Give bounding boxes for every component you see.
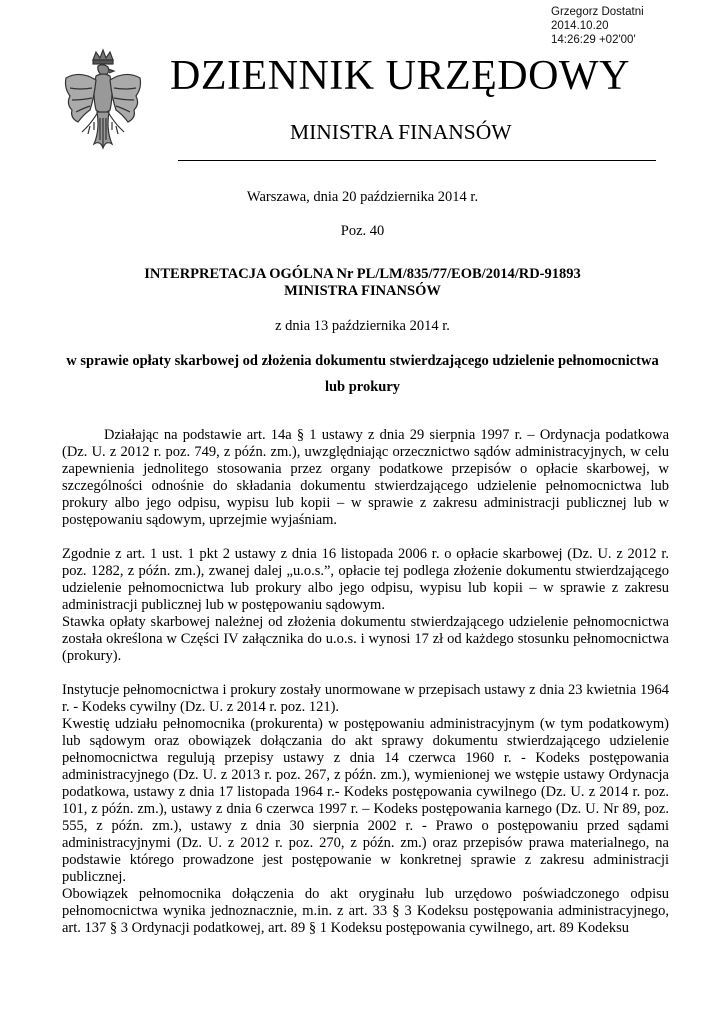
body-text xyxy=(62,427,669,937)
act-title: INTERPRETACJA OGÓLNA Nr PL/LM/835/77/EOB/2014/RD-91893 xyxy=(144,266,581,282)
place-date: Warszawa, dnia 20 października 2014 r. xyxy=(246,189,479,205)
paragraph-3: Stawka opłaty skarbowej należnej od złożenia dokumentu stwierdzającego udzielenie pełnomocnictwa została określona w Części IV załącznika do u.o.s. i wynosi 17 zł od każdego stosunku pełnomocnictwa (prokury). xyxy=(62,614,669,664)
paragraph-5: Kwestię udziału pełnomocnika (prokurenta) w postępowaniu administracyjnym (w tym podatkowym) lub sądowym oraz obowiązek dołączania do akt sprawy dokumentu stwierdzającego udzielenie pełnomocnictwa regulują przepisy ustawy z dnia 14 czerwca 1960 r. - Kodeks postępowania administracyjnego (Dz. U. z 2013 r. poz. 267, z późn. zm.), wymienionej we wstępie ustawy Ordynacja podatkowa, ustawy z dnia 17 listopada 1964 r.- Kodeks postępowania cywilnego (Dz. U. z 2014 r. poz. 101, z późn. zm.), ustawy z dnia 6 czerwca 1997 r. – Kodeks postępowania karnego (Dz. U. Nr 89, poz. 555, z późn. zm.), ustawy z dnia 30 sierpnia 2002 r. - Prawo o postępowaniu przed sądami administracyjnymi (Dz. U. z 2012 r. poz. 270, z późn. zm.) oraz przepisów prawa materialnego, na podstawie którego prowadzone jest postępowanie w konkretnej sprawie z zakresu administracji publicznej. xyxy=(62,716,669,885)
polish-eagle-emblem xyxy=(60,48,146,162)
journal-title: DZIENNIK URZĘDOWY xyxy=(170,53,630,99)
signature-name: Grzegorz Dostatni xyxy=(551,6,644,18)
signature-date: 2014.10.20 xyxy=(551,20,609,32)
signature-time: 14:26:29 +02'00' xyxy=(551,34,636,46)
act-subject-line-1: w sprawie opłaty skarbowej od złożenia dokumentu stwierdzającego udzielenie pełnomocnictwa xyxy=(66,353,659,369)
journal-subtitle: MINISTRA FINANSÓW xyxy=(290,120,512,144)
digital-signature xyxy=(551,5,644,47)
masthead-divider xyxy=(178,160,656,161)
paragraph-4: Instytucje pełnomocnictwa i prokury zostały unormowane w przepisach ustawy z dnia 23 kwietnia 1964 r. - Kodeks cywilny (Dz. U. z 2014 r. poz. 121). xyxy=(62,682,669,715)
paragraph-2: Zgodnie z art. 1 ust. 1 pkt 2 ustawy z dnia 16 listopada 2006 r. o opłacie skarbowej (Dz. U. z 2012 r. poz. 1282, z późn. zm.), zwanej dalej „u.o.s.”, opłacie tej podlega złożenie dokumentu stwierdzającego udzielenie pełnomocnictwa lub prokury albo jego odpisu, wypisu lub kopii – w sprawie z zakresu administracji publicznej lub w postępowaniu sądowym. xyxy=(62,546,669,613)
position-number: Poz. 40 xyxy=(340,223,385,239)
act-subject-line-2: lub prokury xyxy=(324,379,401,395)
act-issuer: MINISTRA FINANSÓW xyxy=(284,283,441,299)
paragraph-1: Działając na podstawie art. 14a § 1 ustawy z dnia 29 sierpnia 1997 r. – Ordynacja podatkowa (Dz. U. z 2012 r. poz. 749, z późn. zm.), uwzględniając orzecznictwo sądów administracyjnych, w celu zapewnienia jednolitego stosowania przez organy podatkowe przepisów o opłacie skarbowej, w szczególności odnośnie do składania dokumentu stwierdzającego udzielenie pełnomocnictwa lub prokury albo jego odpisu, wypisu lub kopii – w sprawie z zakresu administracji publicznej lub w postępowaniu sądowym, uprzejmie wyjaśniam. xyxy=(62,427,669,528)
paragraph-6: Obowiązek pełnomocnika dołączenia do akt oryginału lub urzędowo poświadczonego odpisu pełnomocnictwa wynika jednoznacznie, m.in. z art. 33 § 3 Kodeksu postępowania administracyjnego, art. 137 § 3 Ordynacji podatkowej, art. 89 § 1 Kodeksu postępowania cywilnego, art. 89 Kodeksu xyxy=(62,886,669,936)
act-date: z dnia 13 października 2014 r. xyxy=(275,318,450,334)
